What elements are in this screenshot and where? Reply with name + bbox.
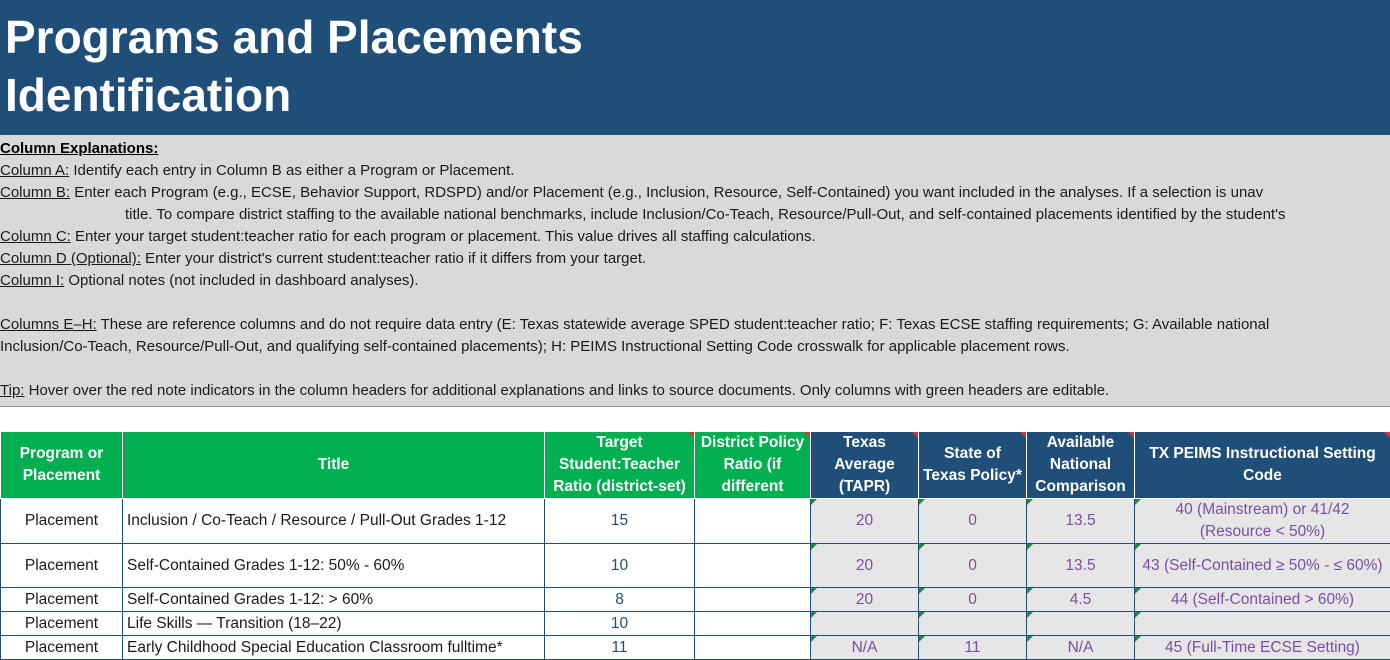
columns-e-h-continuation <box>0 336 1070 358</box>
cell-national-comparison[interactable] <box>1027 499 1135 544</box>
tip-text: Hover over the red note indicators in the column headers for additional explanations and links to source documents. Only columns with green headers are editable. <box>24 382 1109 399</box>
cell-national-comparison-value: 13.5 <box>1065 557 1095 574</box>
cell-flag-icon <box>1135 588 1141 594</box>
header-title-label: Title <box>318 456 350 473</box>
cell-district-policy-ratio[interactable] <box>695 499 811 544</box>
page-title-line-2: Identification <box>5 69 291 121</box>
header-state-policy[interactable] <box>919 432 1027 499</box>
column-c-explanation <box>0 226 816 248</box>
cell-flag-icon <box>811 588 817 594</box>
header-peims-code[interactable] <box>1135 432 1390 499</box>
cell-flag-icon <box>811 612 817 618</box>
header-program-or-placement-label: Program or Placement <box>20 445 104 484</box>
cell-state-policy[interactable] <box>919 612 1027 636</box>
cell-title[interactable]: Self-Contained Grades 1-12: 50% - 60% <box>123 544 545 588</box>
cell-flag-icon <box>1027 544 1033 550</box>
cell-peims-code-value: 40 (Mainstream) or 41/42 (Resource < 50%) <box>1175 501 1349 540</box>
column-b-text: Enter each Program (e.g., ECSE, Behavior Support, RDSPD) and/or Placement (e.g., Inclusion, Resource, Self-Contained) you want included in the analyses. If a selection is unav <box>70 184 1263 201</box>
column-c-label: Column C: <box>0 228 71 245</box>
cell-national-comparison[interactable] <box>1027 544 1135 588</box>
header-national-comparison-label: Available National Comparison <box>1035 434 1125 495</box>
tip-label: Tip: <box>0 382 24 399</box>
cell-state-policy[interactable] <box>919 636 1027 660</box>
cell-flag-icon <box>919 636 925 642</box>
cell-peims-code-value: 45 (Full-Time ECSE Setting) <box>1165 639 1360 656</box>
column-b-explanation <box>0 182 1263 204</box>
cell-program-or-placement[interactable]: Placement <box>1 544 123 588</box>
cell-state-policy[interactable] <box>919 588 1027 612</box>
cell-peims-code[interactable] <box>1135 544 1390 588</box>
cell-flag-icon <box>1027 588 1033 594</box>
cell-texas-average-value: 20 <box>856 557 873 574</box>
columns-e-h-text: These are reference columns and do not require data entry (E: Texas statewide average SPED student:teacher ratio; F: Texas ECSE staffing requirements; G: Available national <box>97 316 1270 333</box>
header-title[interactable] <box>123 432 545 499</box>
note-indicator-icon[interactable] <box>688 432 694 438</box>
cell-national-comparison-value: 13.5 <box>1065 512 1095 529</box>
header-district-policy-ratio[interactable] <box>695 432 811 499</box>
table-row <box>1 636 1390 660</box>
cell-national-comparison-value: N/A <box>1068 639 1094 656</box>
header-national-comparison[interactable] <box>1027 432 1135 499</box>
cell-flag-icon <box>811 499 817 505</box>
column-i-label: Column I: <box>0 272 64 289</box>
cell-peims-code-value: 44 (Self-Contained > 60%) <box>1171 591 1354 608</box>
cell-flag-icon <box>1027 499 1033 505</box>
column-d-label: Column D (Optional): <box>0 250 141 267</box>
header-target-ratio[interactable] <box>545 432 695 499</box>
tip-explanation <box>0 380 1109 402</box>
note-indicator-icon[interactable] <box>1128 432 1134 438</box>
cell-flag-icon <box>919 499 925 505</box>
cell-flag-icon <box>1135 544 1141 550</box>
header-texas-average-label: Texas Average (TAPR) <box>834 434 895 495</box>
cell-national-comparison[interactable] <box>1027 588 1135 612</box>
cell-district-policy-ratio[interactable] <box>695 612 811 636</box>
cell-flag-icon <box>919 588 925 594</box>
cell-peims-code[interactable] <box>1135 588 1390 612</box>
explanations-heading-line <box>0 138 158 160</box>
cell-flag-icon <box>811 636 817 642</box>
column-i-explanation <box>0 270 419 292</box>
cell-national-comparison-value: 4.5 <box>1070 591 1092 608</box>
note-indicator-icon[interactable] <box>1384 432 1390 438</box>
table-row <box>1 499 1390 544</box>
column-a-text: Identify each entry in Column B as either a Program or Placement. <box>69 162 514 179</box>
page-title <box>5 8 583 124</box>
column-c-text: Enter your target student:teacher ratio for each program or placement. This value drives all staffing calculations. <box>71 228 816 245</box>
cell-state-policy-value: 0 <box>968 512 977 529</box>
cell-texas-average[interactable] <box>811 499 919 544</box>
cell-program-or-placement[interactable]: Placement <box>1 499 123 544</box>
cell-peims-code[interactable] <box>1135 636 1390 660</box>
cell-district-policy-ratio[interactable] <box>695 544 811 588</box>
header-program-or-placement[interactable] <box>1 432 123 499</box>
cell-peims-code-value: 43 (Self-Contained ≥ 50% - ≤ 60%) <box>1142 557 1382 574</box>
column-b-continuation <box>125 204 1285 226</box>
column-b-label: Column B: <box>0 184 70 201</box>
column-d-text: Enter your district's current student:teacher ratio if it differs from your target. <box>141 250 646 267</box>
cell-state-policy[interactable] <box>919 499 1027 544</box>
cell-title[interactable]: Early Childhood Special Education Classroom fulltime* <box>123 636 545 660</box>
table-row <box>1 544 1390 588</box>
programs-placements-table <box>0 431 1390 660</box>
columns-e-h-continuation-text: Inclusion/Co-Teach, Resource/Pull-Out, and qualifying self-contained placements); H: PEIMS Instructional Setting Code crosswalk for applicable placement rows. <box>0 338 1070 355</box>
column-a-label: Column A: <box>0 162 69 179</box>
column-a-explanation <box>0 160 514 182</box>
cell-state-policy-value: 0 <box>968 591 977 608</box>
cell-target-ratio[interactable]: 15 <box>545 499 695 544</box>
cell-target-ratio[interactable]: 10 <box>545 544 695 588</box>
cell-peims-code[interactable] <box>1135 499 1390 544</box>
cell-national-comparison[interactable] <box>1027 636 1135 660</box>
note-indicator-icon[interactable] <box>804 432 810 438</box>
columns-e-h-label: Columns E–H: <box>0 316 97 333</box>
cell-texas-average[interactable] <box>811 636 919 660</box>
cell-peims-code[interactable] <box>1135 612 1390 636</box>
cell-state-policy-value: 11 <box>964 639 980 656</box>
cell-flag-icon <box>1135 612 1141 618</box>
cell-flag-icon <box>919 612 925 618</box>
cell-flag-icon <box>1027 636 1033 642</box>
header-row <box>1 432 1390 499</box>
cell-title[interactable]: Inclusion / Co-Teach / Resource / Pull-Out Grades 1-12 <box>123 499 545 544</box>
note-indicator-icon[interactable] <box>912 432 918 438</box>
cell-district-policy-ratio[interactable] <box>695 588 811 612</box>
column-explanations-panel <box>0 135 1390 406</box>
table-row <box>1 588 1390 612</box>
cell-target-ratio[interactable]: 10 <box>545 612 695 636</box>
cell-program-or-placement[interactable]: Placement <box>1 588 123 612</box>
explanations-heading: Column Explanations: <box>0 140 158 157</box>
cell-texas-average[interactable] <box>811 544 919 588</box>
cell-texas-average-value: 20 <box>856 512 873 529</box>
column-d-explanation <box>0 248 646 270</box>
cell-program-or-placement[interactable]: Placement <box>1 636 123 660</box>
header-texas-average[interactable] <box>811 432 919 499</box>
cell-national-comparison[interactable] <box>1027 612 1135 636</box>
cell-flag-icon <box>1027 612 1033 618</box>
column-b-continuation-text: title. To compare district staffing to the available national benchmarks, include Inclusion/Co-Teach, Resource/Pull-Out, and self-contained placements identified by the student's <box>125 206 1285 223</box>
cell-state-policy-value: 0 <box>968 557 977 574</box>
cell-texas-average-value: 20 <box>856 591 873 608</box>
cell-texas-average[interactable] <box>811 588 919 612</box>
cell-district-policy-ratio[interactable] <box>695 636 811 660</box>
header-target-ratio-label: Target Student:Teacher Ratio (district-set) <box>553 434 686 495</box>
cell-flag-icon <box>919 544 925 550</box>
header-district-policy-ratio-label: District Policy Ratio (if different <box>701 434 804 495</box>
note-indicator-icon[interactable] <box>1020 432 1026 438</box>
section-divider <box>0 406 1390 407</box>
cell-flag-icon <box>1135 636 1141 642</box>
cell-title[interactable]: Self-Contained Grades 1-12: > 60% <box>123 588 545 612</box>
header-peims-code-label: TX PEIMS Instructional Setting Code <box>1149 445 1376 484</box>
cell-flag-icon <box>811 544 817 550</box>
columns-e-h-explanation <box>0 314 1269 336</box>
cell-target-ratio[interactable]: 11 <box>545 636 695 660</box>
cell-program-or-placement[interactable]: Placement <box>1 612 123 636</box>
header-state-policy-label: State of Texas Policy* <box>923 445 1022 484</box>
cell-flag-icon <box>1135 499 1141 505</box>
cell-texas-average-value: N/A <box>852 639 878 656</box>
cell-target-ratio[interactable]: 8 <box>545 588 695 612</box>
column-i-text: Optional notes (not included in dashboard analyses). <box>64 272 418 289</box>
page-title-line-1: Programs and Placements <box>5 11 583 63</box>
table-row <box>1 612 1390 636</box>
cell-state-policy[interactable] <box>919 544 1027 588</box>
cell-texas-average[interactable] <box>811 612 919 636</box>
cell-title[interactable]: Life Skills — Transition (18–22) <box>123 612 545 636</box>
title-banner <box>0 0 1390 135</box>
